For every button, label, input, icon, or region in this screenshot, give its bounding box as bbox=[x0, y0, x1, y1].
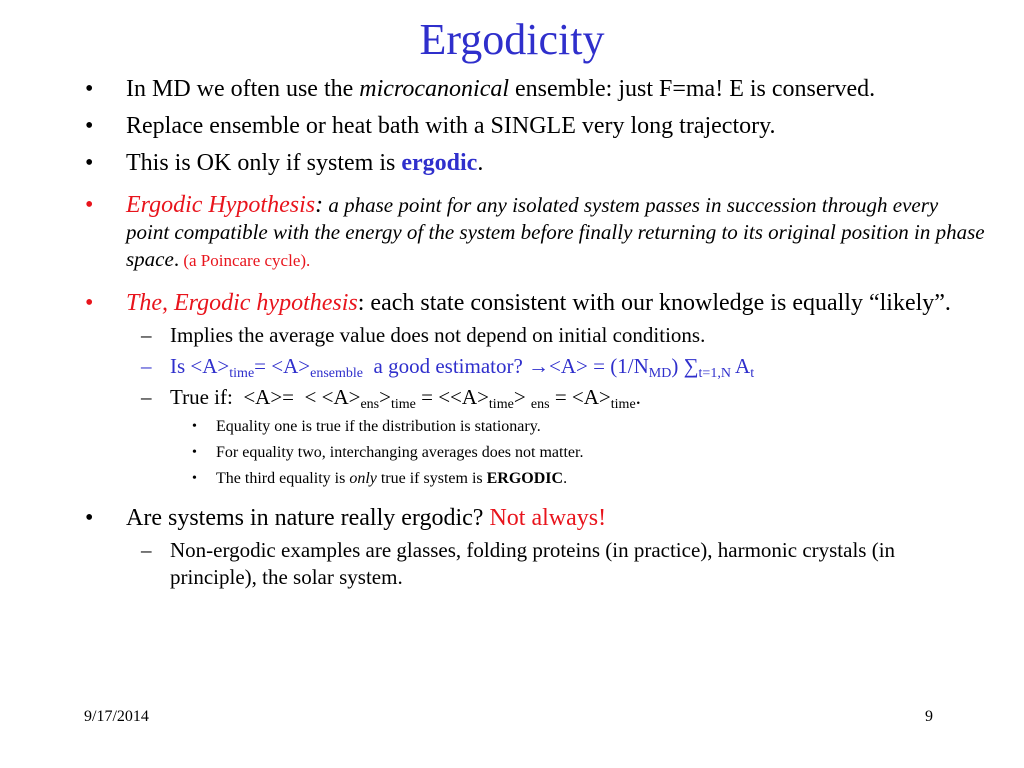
sum-symbol: ∑ bbox=[683, 354, 699, 378]
sub-bullet-true-if bbox=[126, 384, 985, 489]
subscript: t bbox=[750, 366, 755, 381]
formula-text: <A> = (1/N bbox=[549, 354, 649, 378]
subscript: time bbox=[488, 397, 514, 412]
sub-bullet-list bbox=[126, 537, 985, 591]
page-number: 9 bbox=[925, 708, 933, 725]
formula-text: True if: <A>= < <A> bbox=[170, 385, 361, 409]
dash-marker: – bbox=[141, 354, 152, 378]
hypothesis-heading: Ergodic Hypothesis bbox=[126, 192, 316, 218]
sub-sub-bullet-list bbox=[170, 416, 985, 489]
bullet-single-trajectory bbox=[85, 111, 985, 141]
bullet-marker: • bbox=[192, 419, 197, 434]
period: . bbox=[173, 247, 180, 271]
subscript: t=1,N bbox=[698, 366, 731, 381]
sub-bullet-list bbox=[126, 322, 985, 489]
formula-text: = <A> bbox=[549, 385, 611, 409]
bullet-text: Equality one is true if the distribution is stationary. bbox=[216, 418, 541, 435]
formula-text: a good estimator? bbox=[363, 354, 529, 378]
bullet-marker: • bbox=[85, 113, 94, 139]
formula-text: > bbox=[513, 385, 531, 409]
subscript: ensemble bbox=[310, 366, 363, 381]
bullet-marker: • bbox=[85, 505, 94, 531]
formula-text: Is <A> bbox=[170, 354, 230, 378]
formula-text: > bbox=[379, 385, 391, 409]
bullet-ergodic-hypothesis-definition bbox=[85, 192, 985, 274]
bullet-text: This is OK only if system is bbox=[126, 150, 402, 176]
bullet-equally-likely bbox=[85, 288, 985, 489]
bullet-text: Are systems in nature really ergodic? bbox=[126, 505, 490, 531]
footer-date: 9/17/2014 bbox=[84, 708, 149, 725]
poincare-note: (a Poincare cycle). bbox=[179, 251, 311, 270]
sub-sub-bullet-third-equality bbox=[170, 468, 985, 489]
bullet-text: . bbox=[477, 150, 484, 176]
bullet-text: Replace ensemble or heat bath with a SINGLE very long trajectory. bbox=[126, 113, 776, 139]
bullet-nature-ergodic bbox=[85, 503, 985, 591]
formula-text: ) bbox=[671, 354, 684, 378]
bullet-text: Implies the average value does not depend on initial conditions. bbox=[170, 323, 706, 347]
subscript: ens bbox=[530, 397, 550, 412]
bullet-text: true if system is bbox=[376, 470, 487, 487]
dash-marker: – bbox=[141, 323, 152, 347]
bullet-text: : each state consistent with our knowledge is equally “likely”. bbox=[357, 290, 951, 316]
formula-text: A bbox=[730, 354, 751, 378]
emphasis-text: only bbox=[349, 470, 377, 487]
sub-sub-bullet-interchanging bbox=[170, 442, 985, 463]
bullet-microcanonical bbox=[85, 74, 985, 104]
bullet-marker: • bbox=[192, 471, 197, 486]
slide-title: Ergodicity bbox=[419, 15, 605, 64]
bullet-text: In MD we often use the bbox=[126, 76, 360, 102]
subscript: time bbox=[229, 366, 255, 381]
formula-text: = <<A> bbox=[415, 385, 489, 409]
bullet-text: ensemble: just F=ma! E is conserved. bbox=[509, 76, 876, 102]
formula-text: . bbox=[635, 385, 641, 409]
arrow-icon: → bbox=[528, 354, 550, 378]
bullet-marker: • bbox=[85, 150, 94, 176]
colon: : bbox=[315, 192, 324, 218]
bullet-list bbox=[85, 74, 985, 591]
bullet-marker: • bbox=[192, 445, 197, 460]
sub-bullet-initial-conditions bbox=[126, 322, 985, 349]
ergodic-keyword: ERGODIC bbox=[486, 470, 564, 487]
subscript: time bbox=[610, 397, 636, 412]
subscript: time bbox=[390, 397, 416, 412]
formula-text: = <A> bbox=[254, 354, 311, 378]
bullet-marker: • bbox=[85, 76, 94, 102]
emphasis-text: microcanonical bbox=[359, 76, 510, 102]
ergodic-keyword: ergodic bbox=[401, 150, 478, 176]
sub-bullet-non-ergodic-examples bbox=[126, 537, 985, 591]
bullet-text: a phase point for any isolated system passes in succession through every point compatible with the energy of the system before finally returning to its original position in phase space bbox=[126, 193, 985, 271]
bullet-ergodic-ok bbox=[85, 148, 985, 178]
subscript: ens bbox=[360, 397, 380, 412]
hypothesis-heading: The, Ergodic hypothesis bbox=[126, 290, 358, 316]
bullet-text: For equality two, interchanging averages does not matter. bbox=[216, 444, 584, 461]
dash-marker: – bbox=[141, 385, 152, 409]
bullet-text: Non-ergodic examples are glasses, folding proteins (in practice), harmonic crystals (in principle), the solar system. bbox=[170, 538, 896, 589]
sub-bullet-good-estimator bbox=[126, 353, 985, 380]
dash-marker: – bbox=[141, 538, 152, 562]
sub-sub-bullet-stationary bbox=[170, 416, 985, 437]
bullet-text: The third equality is bbox=[216, 470, 350, 487]
subscript: MD bbox=[648, 366, 672, 381]
not-always-text: Not always! bbox=[489, 505, 607, 531]
bullet-text: . bbox=[563, 470, 568, 487]
bullet-marker: • bbox=[85, 290, 94, 316]
slide-body bbox=[85, 74, 985, 598]
bullet-marker: • bbox=[85, 192, 94, 218]
